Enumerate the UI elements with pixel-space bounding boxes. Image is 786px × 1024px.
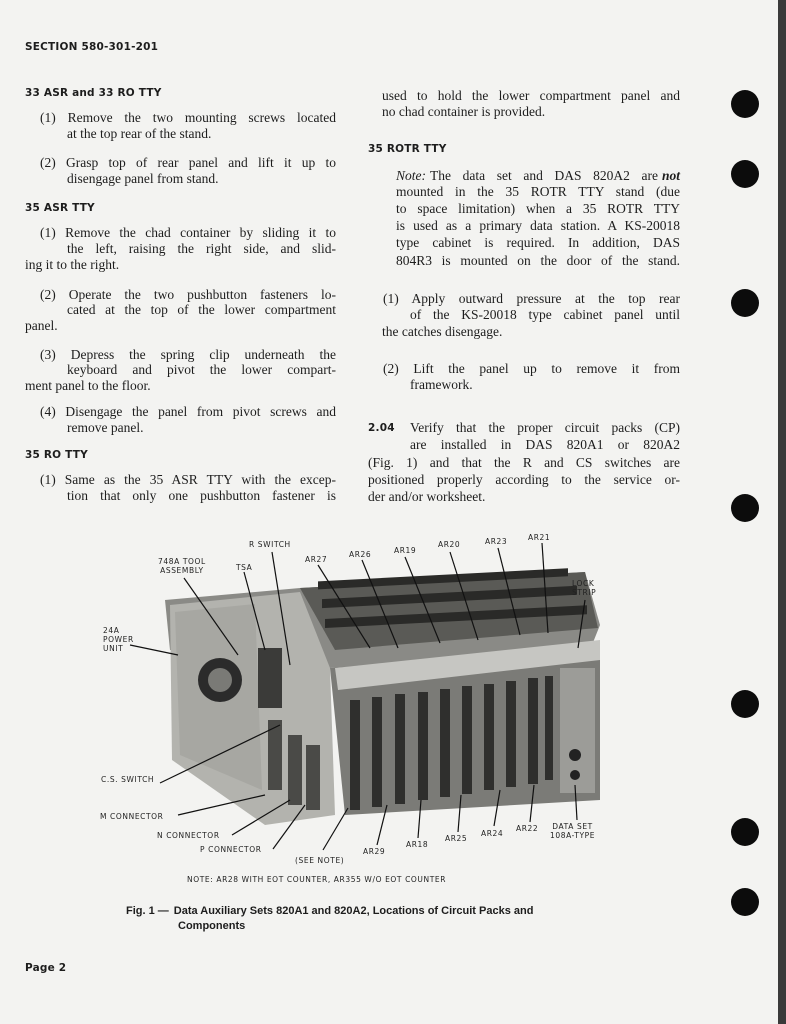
text-line: of the KS-20018 type cabinet panel until bbox=[410, 307, 680, 322]
text-line: remove panel. bbox=[67, 420, 144, 435]
heading-35-ro: 35 RO TTY bbox=[25, 449, 88, 461]
text-line: mounted in the 35 ROTR TTY stand (due bbox=[396, 184, 680, 199]
heading-35-rotr: 35 ROTR TTY bbox=[368, 143, 447, 155]
text-line: framework. bbox=[410, 377, 473, 392]
heading-35-asr: 35 ASR TTY bbox=[25, 202, 95, 214]
text-line: at the top rear of the stand. bbox=[67, 126, 212, 141]
label-ar19: AR19 bbox=[394, 546, 417, 555]
label-m-connector: M CONNECTOR bbox=[100, 812, 164, 821]
text-line: type cabinet is required. In addition, DAS bbox=[396, 235, 680, 250]
text-line: 804R3 is mounted on the door of the stand. bbox=[396, 253, 680, 268]
figure-note: NOTE: AR28 WITH EOT COUNTER, AR355 W/O EOT COUNTER bbox=[187, 875, 447, 884]
text-line: to space limitation) when a 35 ROTR TTY bbox=[396, 201, 680, 216]
note-label: Note: bbox=[396, 168, 426, 183]
label-ar21: AR21 bbox=[528, 533, 551, 542]
label-r-switch: R SWITCH bbox=[249, 540, 291, 549]
text-line: positioned properly according to the service or- bbox=[368, 472, 680, 487]
label-see-note: (SEE NOTE) bbox=[295, 856, 345, 865]
label-ar26: AR26 bbox=[349, 550, 372, 559]
text-line: (2) Grasp top of rear panel and lift it up to bbox=[40, 155, 336, 170]
label-data-set-108a: DATA SET 108A-TYPE bbox=[550, 822, 596, 840]
text-line: (1) Apply outward pressure at the top rear bbox=[383, 291, 680, 306]
page-number: Page 2 bbox=[25, 962, 67, 974]
figure-caption-continued: Components bbox=[178, 920, 246, 932]
figure-caption-number: Fig. 1 — bbox=[126, 905, 169, 917]
text-line: the catches disengage. bbox=[382, 324, 503, 339]
label-ar25: AR25 bbox=[445, 834, 468, 843]
text-line: used to hold the lower compartment panel and bbox=[382, 88, 680, 103]
emphasis-not: not bbox=[661, 168, 680, 183]
text-line: tion that only one pushbutton fastener is bbox=[67, 488, 336, 503]
text-line: The data set and DAS 820A2 are bbox=[430, 168, 658, 183]
label-tsa: TSA bbox=[236, 563, 253, 572]
label-lock-strip: LOCK STRIP bbox=[572, 579, 597, 597]
text-line: is used as a primary data station. A KS-20018 bbox=[396, 218, 680, 233]
text-line: Verify that the proper circuit packs (CP) bbox=[410, 420, 680, 435]
figure-caption-row bbox=[126, 905, 533, 918]
label-cs-switch: C.S. SWITCH bbox=[101, 775, 155, 784]
text-line: the left, raising the right side, and slid- bbox=[67, 241, 336, 256]
label-ar24: AR24 bbox=[481, 829, 504, 838]
label-ar23: AR23 bbox=[485, 537, 508, 546]
paragraph-number: 2.04 bbox=[368, 422, 395, 434]
text-line: cated at the top of the lower compartment bbox=[67, 302, 336, 317]
label-ar27: AR27 bbox=[305, 555, 328, 564]
label-ar18: AR18 bbox=[406, 840, 429, 849]
text-line: (4) Disengage the panel from pivot screws and bbox=[40, 404, 336, 419]
text-line: (1) Same as the 35 ASR TTY with the excep- bbox=[40, 472, 336, 487]
text-line: are installed in DAS 820A1 or 820A2 bbox=[410, 437, 680, 452]
label-n-connector: N CONNECTOR bbox=[157, 831, 220, 840]
text-line: der and/or worksheet. bbox=[368, 489, 486, 504]
text-line: (2) Operate the two pushbutton fasteners lo- bbox=[40, 287, 336, 302]
text-line: no chad container is provided. bbox=[382, 104, 546, 119]
label-ar20: AR20 bbox=[438, 540, 461, 549]
label-ar29: AR29 bbox=[363, 847, 386, 856]
text-line: ment panel to the floor. bbox=[25, 378, 151, 393]
heading-33-asr: 33 ASR and 33 RO TTY bbox=[25, 87, 162, 99]
label-p-connector: P CONNECTOR bbox=[200, 845, 262, 854]
section-header: SECTION 580-301-201 bbox=[25, 41, 159, 53]
text-line: panel. bbox=[25, 318, 58, 333]
figure-caption: Data Auxiliary Sets 820A1 and 820A2, Locations of Circuit Packs and bbox=[173, 905, 534, 917]
text-line: (3) Depress the spring clip underneath the bbox=[40, 347, 336, 362]
text-line: keyboard and pivot the lower compart- bbox=[67, 362, 336, 377]
text-line: (1) Remove the chad container by sliding it to bbox=[40, 225, 336, 240]
text-line: (1) Remove the two mounting screws located bbox=[40, 110, 336, 125]
label-24a-power-unit: 24A POWER UNIT bbox=[103, 626, 134, 653]
label-ar22: AR22 bbox=[516, 824, 539, 833]
text-line: disengage panel from stand. bbox=[67, 171, 219, 186]
text-line: (Fig. 1) and that the R and CS switches are bbox=[368, 455, 680, 470]
text-line: ing it to the right. bbox=[25, 257, 120, 272]
text-line: (2) Lift the panel up to remove it from bbox=[383, 361, 680, 376]
label-748a-tool-assembly: 748A TOOL ASSEMBLY bbox=[158, 557, 206, 575]
